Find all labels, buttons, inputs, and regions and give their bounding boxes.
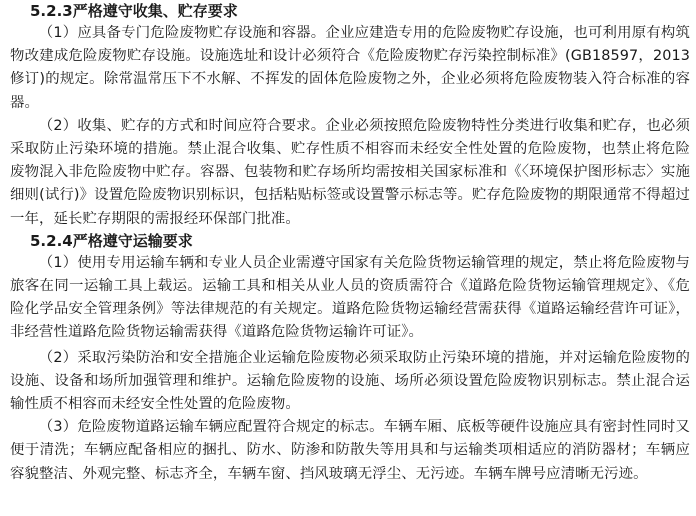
paragraph-collection-storage-method: （2）收集、贮存的方式和时间应符合要求。企业必须按照危险废物特性分类进行收集和贮存，也必须采取防止污染环境的措施。禁止混合收集、贮存性质不相容而未经安全性处置的危险废物，也禁止将危险废物混入非危险废物中贮存。容器、包装物和贮存场所均需按相关国家标准和《〈环境保护图形标志〉实施细则(试行)》设置危险废物识别标识，包括粘贴标签或设置警示标志等。贮存危险废物的期限通常不得超过一年，延长贮存期限的需报经环保部门批准。 [10,117,690,227]
paragraph-vehicle-signage: （3）危险废物道路运输车辆应配置符合规定的标志。车辆车厢、底板等硬件设施应具有密封性同时又便于清洗；车辆应配备相应的捆扎、防水、防渗和防散失等用具和与运输类项相适应的消防器材；车辆应容貌整洁、外观完整、标志齐全，车辆车窗、挡风玻璃无浮尘、无污迹。车辆车牌号应清晰无污迹。 [10,419,690,482]
paragraph-dedicated-transport: （1）使用专用运输车辆和专业人员企业需遵守国家有关危险货物运输管理的规定，禁止将危险废物与旅客在同一运输工具上载运。运输工具和相关从业人员的资质需符合《道路危险货物运输管理规定》、《危险化学品安全管理条例》等法律规范的有关规定。道路危险货物运输经营需获得《道路运输经营许可证》，非经营性道路危险货物运输需获得《道路危险货物运输许可证》。 [10,254,690,341]
paragraph-storage-facilities: （1）应具备专门危险废物贮存设施和容器。企业应建造专用的危险废物贮存设施，也可利用原有构筑物改建成危险废物贮存设施。设施选址和设计必须符合《危险废物贮存污染控制标准》(GB18597，2013修订)的规定。除常温常压下不水解、不挥发的固体危险废物之外，企业必须将危险废物装入符合标准的容器。 [10,25,690,111]
paragraph-pollution-prevention: （2）采取污染防治和安全措施企业运输危险废物必须采取防止污染环境的措施，并对运输危险废物的设施、设备和场所加强管理和维护。运输危险废物的设施、场所必须设置危险废物识别标志。禁止混合运输性质不相容而未经安全性处置的危险废物。 [10,349,690,413]
section-heading-5-2-4: 5.2.4严格遵守运输要求 [30,231,193,250]
section-heading-5-2-3: 5.2.3严格遵守收集、贮存要求 [30,2,238,20]
